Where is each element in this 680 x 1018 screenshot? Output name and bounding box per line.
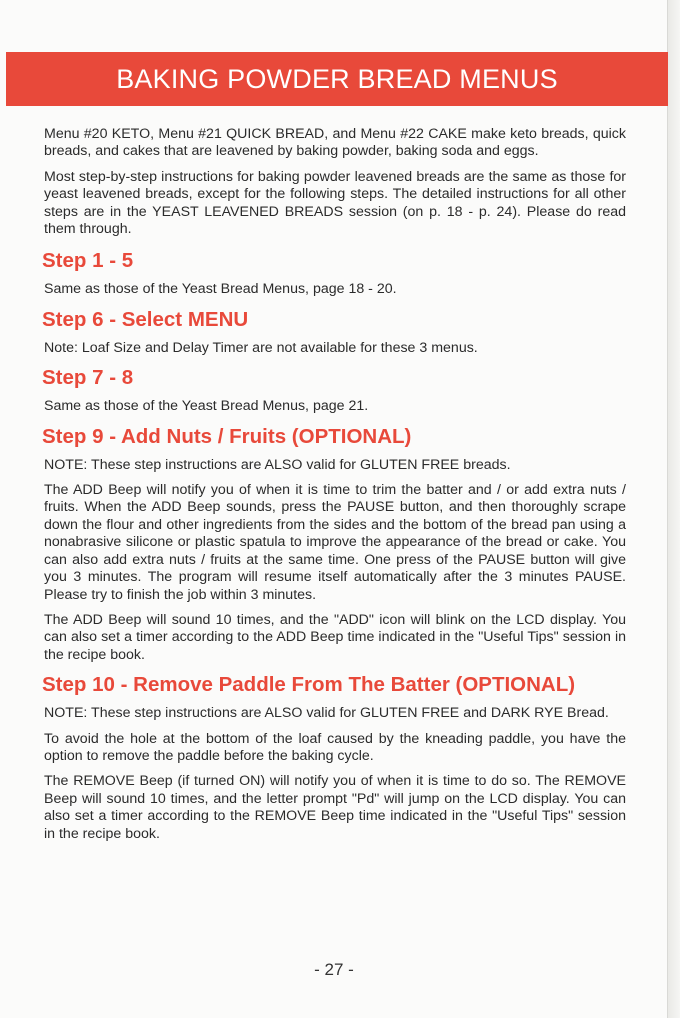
page-edge: [668, 0, 680, 1018]
page-title: BAKING POWDER BREAD MENUS: [116, 63, 558, 94]
section-paragraph: The ADD Beep will notify you of when it is time to trim the batter and / or add extra nuts / fruits. When the ADD Beep sounds, press the PAUSE button, and then thoroughly scrape down the flour and other ingredients from the sides and the bottom of the bread pan using a nonabrasive silicone or plastic spatula to improve the appearance of the bread or cake. You can also add extra nuts / fruits at the same time. One press of the PAUSE button will give you 3 minutes. The program will resume itself automatically after the 3 minutes PAUSE. Please try to finish the job within 3 minutes.: [44, 482, 626, 603]
intro-paragraph: Menu #20 KETO, Menu #21 QUICK BREAD, and Menu #22 CAKE make keto breads, quick breads, and cakes that are leavened by baking powder, baking soda and eggs.: [44, 126, 626, 160]
section-paragraph: Same as those of the Yeast Bread Menus, page 21.: [44, 398, 369, 415]
section-paragraph: Same as those of the Yeast Bread Menus, page 18 - 20.: [44, 281, 397, 298]
section-heading-step-1-5: Step 1 - 5: [42, 249, 134, 273]
page-number: - 27 -: [314, 960, 354, 979]
section-heading-step-10: Step 10 - Remove Paddle From The Batter (OPTIONAL): [42, 673, 576, 697]
section-paragraph: Note: Loaf Size and Delay Timer are not available for these 3 menus.: [44, 339, 478, 356]
title-banner: [6, 52, 668, 106]
section-paragraph: To avoid the hole at the bottom of the loaf caused by the kneading paddle, you have the option to remove the paddle before the baking cycle.: [44, 730, 626, 764]
section-heading-step-7-8: Step 7 - 8: [42, 366, 134, 390]
section-paragraph: NOTE: These step instructions are ALSO valid for GLUTEN FREE and DARK RYE Bread.: [44, 705, 609, 722]
intro-paragraph: Most step-by-step instructions for baking powder leavened breads are the same as those for yeast leavened breads, except for the following steps. The detailed instructions for all other steps are in the YEAST LEAVENED BREADS session (on p. 18 - p. 24). Please do read them through.: [44, 168, 626, 238]
page-content: [44, 126, 626, 851]
section-paragraph: NOTE: These step instructions are ALSO valid for GLUTEN FREE breads.: [44, 456, 511, 473]
section-heading-step-9: Step 9 - Add Nuts / Fruits (OPTIONAL): [42, 424, 412, 448]
section-paragraph: The REMOVE Beep (if turned ON) will notify you of when it is time to do so. The REMOVE Beep will sound 10 times, and the letter prompt "Pd" will jump on the LCD display. You can also set a timer according to the REMOVE Beep time indicated in the "Useful Tips" session in the recipe book.: [44, 773, 626, 842]
section-heading-step-6: Step 6 - Select MENU: [42, 307, 249, 331]
section-paragraph: The ADD Beep will sound 10 times, and the "ADD" icon will blink on the LCD display. You can also set a timer according to the ADD Beep time indicated in the "Useful Tips" session in the recipe book.: [44, 611, 626, 663]
